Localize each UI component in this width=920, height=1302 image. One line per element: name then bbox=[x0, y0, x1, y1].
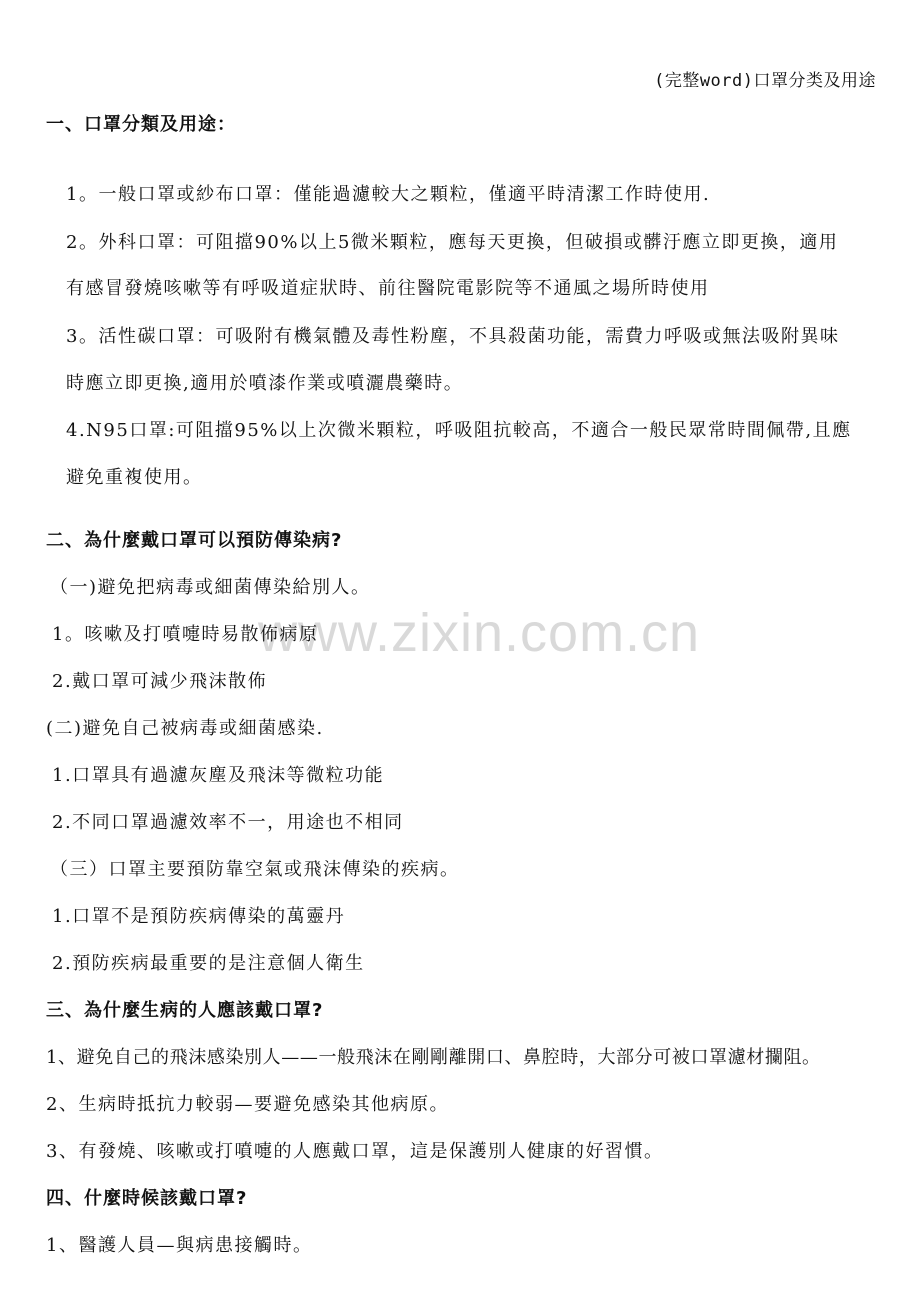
s2-item-c2: 2.預防疾病最重要的是注意個人衛生 bbox=[52, 953, 365, 974]
s3-line-3: 3、有發燒、咳嗽或打噴嚏的人應戴口罩，這是保護別人健康的好習慣。 bbox=[46, 1141, 664, 1162]
s1-line-2b: 有感冒發燒咳嗽等有呼吸道症狀時、前往醫院電影院等不通風之場所時使用 bbox=[66, 278, 710, 299]
section-1-title: 一、口罩分類及用途： bbox=[46, 114, 236, 135]
s1-line-4b: 避免重複使用。 bbox=[66, 467, 203, 488]
watermark: www.zixin.com.cn bbox=[258, 603, 701, 663]
s4-line-1: 1、醫護人員—與病患接觸時。 bbox=[46, 1235, 313, 1256]
s3-line-2: 2、生病時抵抗力較弱—要避免感染其他病原。 bbox=[46, 1094, 449, 1115]
s1-line-4a: 4.N95口罩:可阻擋95%以上次微米顆粒，呼吸阻抗較高，不適合一般民眾常時間佩帶,且應 bbox=[66, 420, 852, 441]
s1-line-1: 1。一般口罩或紗布口罩：僅能過濾較大之顆粒，僅適平時清潔工作時使用. bbox=[66, 184, 711, 205]
s1-line-3b: 時應立即更換,適用於噴漆作業或噴灑農藥時。 bbox=[66, 373, 464, 394]
s2-item-b: (二)避免自己被病毒或細菌感染. bbox=[46, 718, 324, 739]
s2-item-a2: 2.戴口罩可減少飛沫散佈 bbox=[52, 671, 268, 692]
s2-item-a: （一)避免把病毒或細菌傳染給別人。 bbox=[50, 577, 371, 598]
section-3-title: 三、為什麼生病的人應該戴口罩? bbox=[46, 1000, 324, 1021]
section-4-title: 四、什麼時候該戴口罩? bbox=[46, 1188, 248, 1209]
s1-line-3a: 3。活性碳口罩：可吸附有機氣體及毒性粉塵，不具殺菌功能，需費力呼吸或無法吸附異味 bbox=[66, 326, 840, 347]
s2-item-b2: 2.不同口罩過濾效率不一，用途也不相同 bbox=[52, 812, 404, 833]
s2-item-a1: 1。咳嗽及打噴嚏時易散佈病原 bbox=[52, 624, 319, 645]
s2-item-c1: 1.口罩不是預防疾病傳染的萬靈丹 bbox=[52, 906, 346, 927]
s2-item-b1: 1.口罩具有過濾灰塵及飛沫等微粒功能 bbox=[52, 765, 385, 786]
s1-line-2a: 2。外科口罩：可阻擋90%以上5微米顆粒，應每天更換，但破損或髒汙應立即更換，適用 bbox=[66, 232, 839, 253]
section-2-title: 二、為什麼戴口罩可以預防傳染病? bbox=[46, 530, 343, 551]
page-header: (完整word)口罩分类及用途 bbox=[654, 71, 876, 91]
s3-line-1: 1、避免自己的飛沫感染別人——一般飛沫在剛剛離開口、鼻腔時，大部分可被口罩濾材攔阻。 bbox=[46, 1047, 821, 1068]
s2-item-c: （三）口罩主要預防靠空氣或飛沫傳染的疾病。 bbox=[50, 859, 460, 880]
